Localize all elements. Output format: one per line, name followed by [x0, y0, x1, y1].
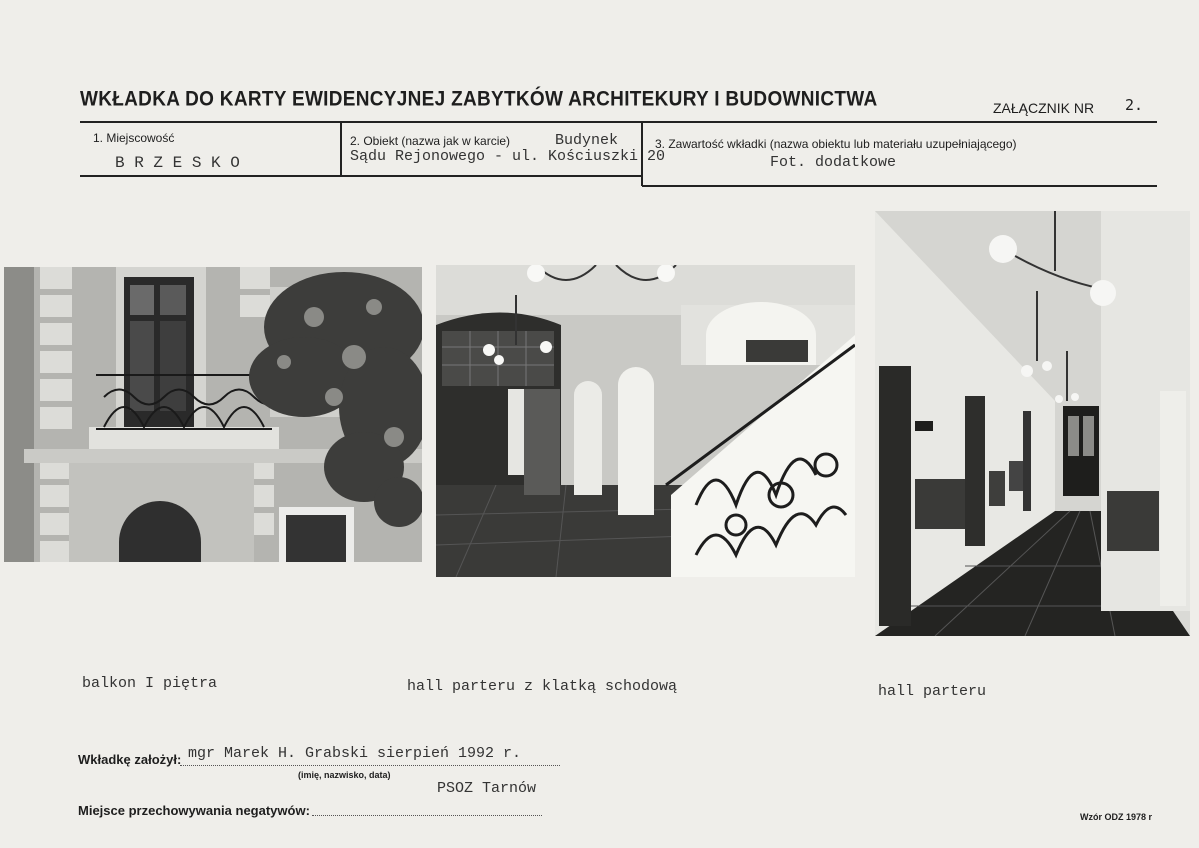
object-value-line1: Budynek	[555, 132, 619, 149]
locality-label: 1. Miejscowość	[93, 131, 175, 145]
author-value: mgr Marek H. Grabski sierpień 1992 r.	[188, 745, 522, 762]
photo-hall-corridor	[875, 211, 1190, 636]
object-value-line2: Sądu Rejonowego - ul. Kościuszki 20	[350, 148, 666, 165]
author-hint: (imię, nazwisko, data)	[298, 770, 391, 780]
author-label: Wkładkę założył:	[78, 752, 182, 767]
annex-label: ZAŁĄCZNIK NR	[993, 100, 1095, 116]
form-code: Wzór ODZ 1978 r	[1080, 812, 1153, 822]
caption-photo-1: balkon I piętra	[82, 675, 218, 692]
caption-photo-3: hall parteru	[878, 683, 987, 700]
caption-photo-2: hall parteru z klatką schodową	[407, 678, 678, 695]
storage-dotted-line	[312, 815, 542, 816]
content-value: Fot. dodatkowe	[770, 154, 897, 171]
mid-rule	[80, 175, 642, 177]
object-label: 2. Obiekt (nazwa jak w karcie)	[350, 134, 511, 148]
column-divider-1	[340, 123, 342, 176]
photo-balcony	[4, 267, 422, 562]
annex-number: 2.	[1125, 96, 1144, 114]
top-rule	[80, 121, 1157, 123]
locality-value: B R Z E S K O	[115, 154, 240, 172]
form-title: WKŁADKA DO KARTY EWIDENCYJNEJ ZABYTKÓW ARCHITEKURY I BUDOWNICTWA	[80, 88, 878, 112]
institution-value: PSOZ Tarnów	[437, 780, 537, 797]
right-bottom-rule	[642, 185, 1157, 187]
author-dotted-line	[180, 765, 560, 766]
content-label: 3. Zawartość wkładki (nazwa obiektu lub materiału uzupełniającego)	[655, 137, 1017, 151]
storage-label: Miejsce przechowywania negatywów:	[78, 803, 310, 818]
photo-hall-staircase	[436, 265, 855, 577]
